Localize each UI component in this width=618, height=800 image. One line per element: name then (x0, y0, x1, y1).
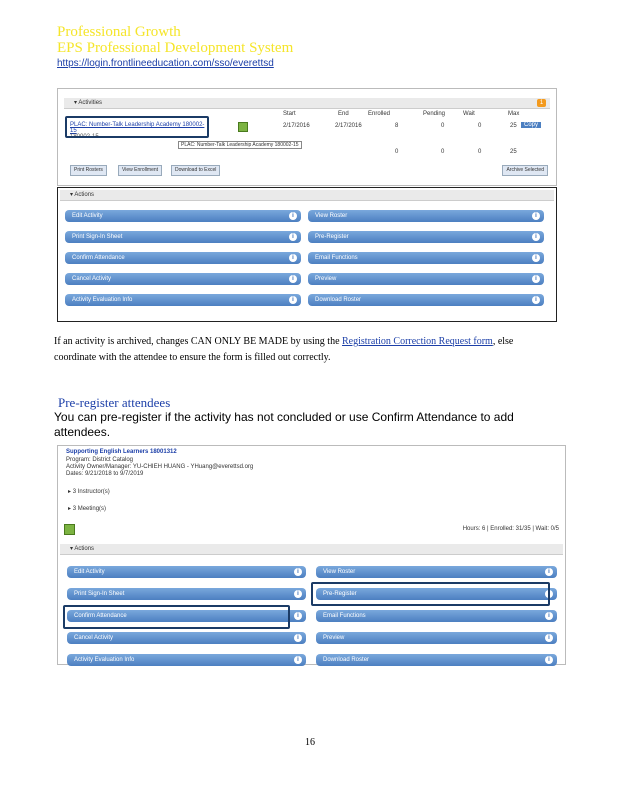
registration-correction-link[interactable]: Registration Correction Request form (342, 336, 493, 347)
instructors-toggle[interactable]: ▸ 3 Instructor(s) (68, 489, 110, 495)
info-icon[interactable]: i (289, 254, 297, 262)
col-enrolled: Enrolled (368, 111, 391, 117)
edit-activity-button[interactable] (67, 566, 306, 578)
view-roster-button[interactable] (316, 566, 557, 578)
button-label: Preview (323, 635, 345, 641)
row-start: 2/17/2016 (283, 123, 310, 129)
cancel-activity-button[interactable] (67, 632, 306, 644)
preview-button[interactable] (308, 273, 544, 285)
owner-line: Activity Owner/Manager: YU-CHIEH HUANG - YHuang@everettsd.org (66, 464, 254, 470)
activities-screenshot (57, 88, 557, 186)
view-roster-button[interactable] (308, 210, 544, 222)
download-roster-button[interactable] (308, 294, 544, 306)
activities-title: Activities (78, 100, 103, 106)
dates-line: Dates: 9/21/2018 to 9/7/2019 (66, 471, 144, 477)
meetings-label: 3 Meeting(s) (72, 506, 107, 512)
info-icon[interactable]: i (545, 634, 553, 642)
chevron-down-icon[interactable]: ▾ (70, 192, 75, 198)
instructors-label: 3 Instructor(s) (72, 489, 110, 495)
highlight-pre-register (311, 582, 550, 606)
actions-title: Actions (74, 192, 95, 198)
program-line: Program: District Catalog (66, 457, 134, 463)
info-icon[interactable]: i (545, 612, 553, 620)
activity-detail-screenshot (57, 445, 566, 665)
button-label: Cancel Activity (72, 276, 112, 282)
actions-panel-header (60, 190, 554, 201)
row-end: 2/17/2016 (335, 123, 362, 129)
preview-button[interactable] (316, 632, 557, 644)
info-icon[interactable]: i (289, 296, 297, 304)
edit-icon[interactable] (64, 524, 75, 535)
button-label: Edit Activity (74, 569, 105, 575)
info-icon[interactable]: i (532, 275, 540, 283)
download-roster-button[interactable] (316, 654, 557, 666)
highlight-box (65, 116, 209, 138)
activity-code: 180002-15 (70, 134, 99, 140)
info-icon[interactable]: i (294, 590, 302, 598)
email-functions-button[interactable] (308, 252, 544, 264)
button-label: Email Functions (323, 613, 366, 619)
section-body: You can pre-register if the activity has not concluded or use Confirm Attendance to add attendees. (54, 410, 514, 439)
row-pending: 0 (441, 123, 445, 129)
info-icon[interactable]: i (289, 233, 297, 241)
highlight-confirm-attendance (63, 605, 290, 629)
info-icon[interactable]: i (294, 656, 302, 664)
edit-activity-button[interactable] (65, 210, 301, 222)
button-label: Activity Evaluation Info (72, 297, 133, 303)
activities-panel-header (64, 98, 550, 109)
button-label: Preview (315, 276, 337, 282)
para1-text1: If an activity is archived, changes CAN ONLY BE MADE by using the (54, 336, 340, 347)
document-header (57, 24, 293, 72)
info-icon[interactable]: i (289, 275, 297, 283)
info-icon[interactable]: i (545, 590, 553, 598)
edit-icon[interactable] (238, 122, 248, 132)
button-label: Email Functions (315, 255, 358, 261)
col-end: End (338, 111, 349, 117)
button-label: Print Sign-In Sheet (72, 234, 123, 240)
copy-button[interactable]: Copy (521, 122, 541, 128)
para1-text2: , else coordinate with the attendee to ensure the form is filled out correctly. (54, 336, 514, 363)
actions-screenshot (57, 187, 557, 322)
button-label: View Roster (323, 569, 356, 575)
info-icon[interactable]: i (289, 212, 297, 220)
email-functions-button[interactable] (316, 610, 557, 622)
button-label: Download Roster (315, 297, 362, 303)
header-line2: EPS Professional Development System (57, 40, 294, 56)
button-label: Download Roster (323, 657, 370, 663)
actions-title: Actions (74, 546, 95, 552)
col-max: Max (508, 111, 520, 117)
button-label: Cancel Activity (74, 635, 114, 641)
tooltip: PLAC: Number-Talk Leadership Academy 180002-15 (178, 141, 302, 149)
meetings-toggle[interactable]: ▸ 3 Meeting(s) (68, 506, 107, 512)
activity-evaluation-info-button[interactable] (65, 294, 301, 306)
confirm-attendance-button[interactable] (65, 252, 301, 264)
row-values (283, 123, 553, 131)
archive-paragraph (54, 334, 554, 366)
button-label: Print Sign-In Sheet (74, 591, 125, 597)
column-headers (283, 111, 548, 119)
button-label: Edit Activity (72, 213, 103, 219)
row-max: 25 (510, 123, 517, 129)
activity-title[interactable]: Supporting English Learners 18001312 (66, 449, 177, 455)
info-icon[interactable]: i (294, 568, 302, 576)
info-icon[interactable]: i (532, 233, 540, 241)
chevron-down-icon[interactable]: ▾ (70, 546, 75, 552)
total-max: 25 (510, 149, 517, 155)
button-label: Pre-Register (323, 591, 357, 597)
info-icon[interactable]: i (545, 656, 553, 664)
info-icon[interactable]: i (294, 634, 302, 642)
print-sign-in-sheet-button[interactable] (65, 231, 301, 243)
stats: Hours: 6 | Enrolled: 31/35 | Wait: 0/5 (462, 526, 559, 532)
info-icon[interactable]: i (545, 568, 553, 576)
download-excel-button[interactable]: Download to Excel (171, 165, 220, 176)
header-line1: Professional Growth (57, 24, 181, 40)
row-wait: 0 (478, 123, 482, 129)
info-icon[interactable]: i (294, 612, 302, 620)
info-icon[interactable]: i (532, 296, 540, 304)
cancel-activity-button[interactable] (65, 273, 301, 285)
section-title: Pre-register attendees (58, 395, 171, 410)
view-enrollment-button[interactable]: View Enrollment (118, 165, 162, 176)
actions-panel-header (60, 544, 563, 555)
chevron-down-icon[interactable]: ▾ (74, 100, 79, 106)
totals-row (395, 149, 555, 157)
button-label: Confirm Attendance (72, 255, 125, 261)
activity-evaluation-info-button[interactable] (67, 654, 306, 666)
page-number: 16 (305, 737, 315, 748)
button-label: Confirm Attendance (74, 613, 127, 619)
activity-link[interactable]: PLAC: Number-Talk Leadership Academy 180002-15 (70, 122, 205, 134)
row-enrolled: 8 (395, 123, 399, 129)
col-pending: Pending (423, 111, 446, 117)
info-icon[interactable]: i (532, 254, 540, 262)
button-label: Pre-Register (315, 234, 349, 240)
info-icon[interactable]: i (532, 212, 540, 220)
col-start: Start (283, 111, 296, 117)
archive-selected-button[interactable]: Archive Selected (502, 165, 548, 176)
print-rosters-button[interactable]: Print Rosters (70, 165, 107, 176)
total-wait: 0 (478, 149, 482, 155)
notification-badge: 1 (537, 99, 546, 107)
total-enrolled: 0 (395, 149, 399, 155)
button-label: View Roster (315, 213, 348, 219)
total-pending: 0 (441, 149, 445, 155)
pre-register-button[interactable] (308, 231, 544, 243)
button-label: Activity Evaluation Info (74, 657, 135, 663)
header-url-link[interactable]: https://login.frontlineeducation.com/sso/everettsd (57, 58, 274, 69)
col-wait: Wait (463, 111, 475, 117)
print-sign-in-sheet-button[interactable] (67, 588, 306, 600)
